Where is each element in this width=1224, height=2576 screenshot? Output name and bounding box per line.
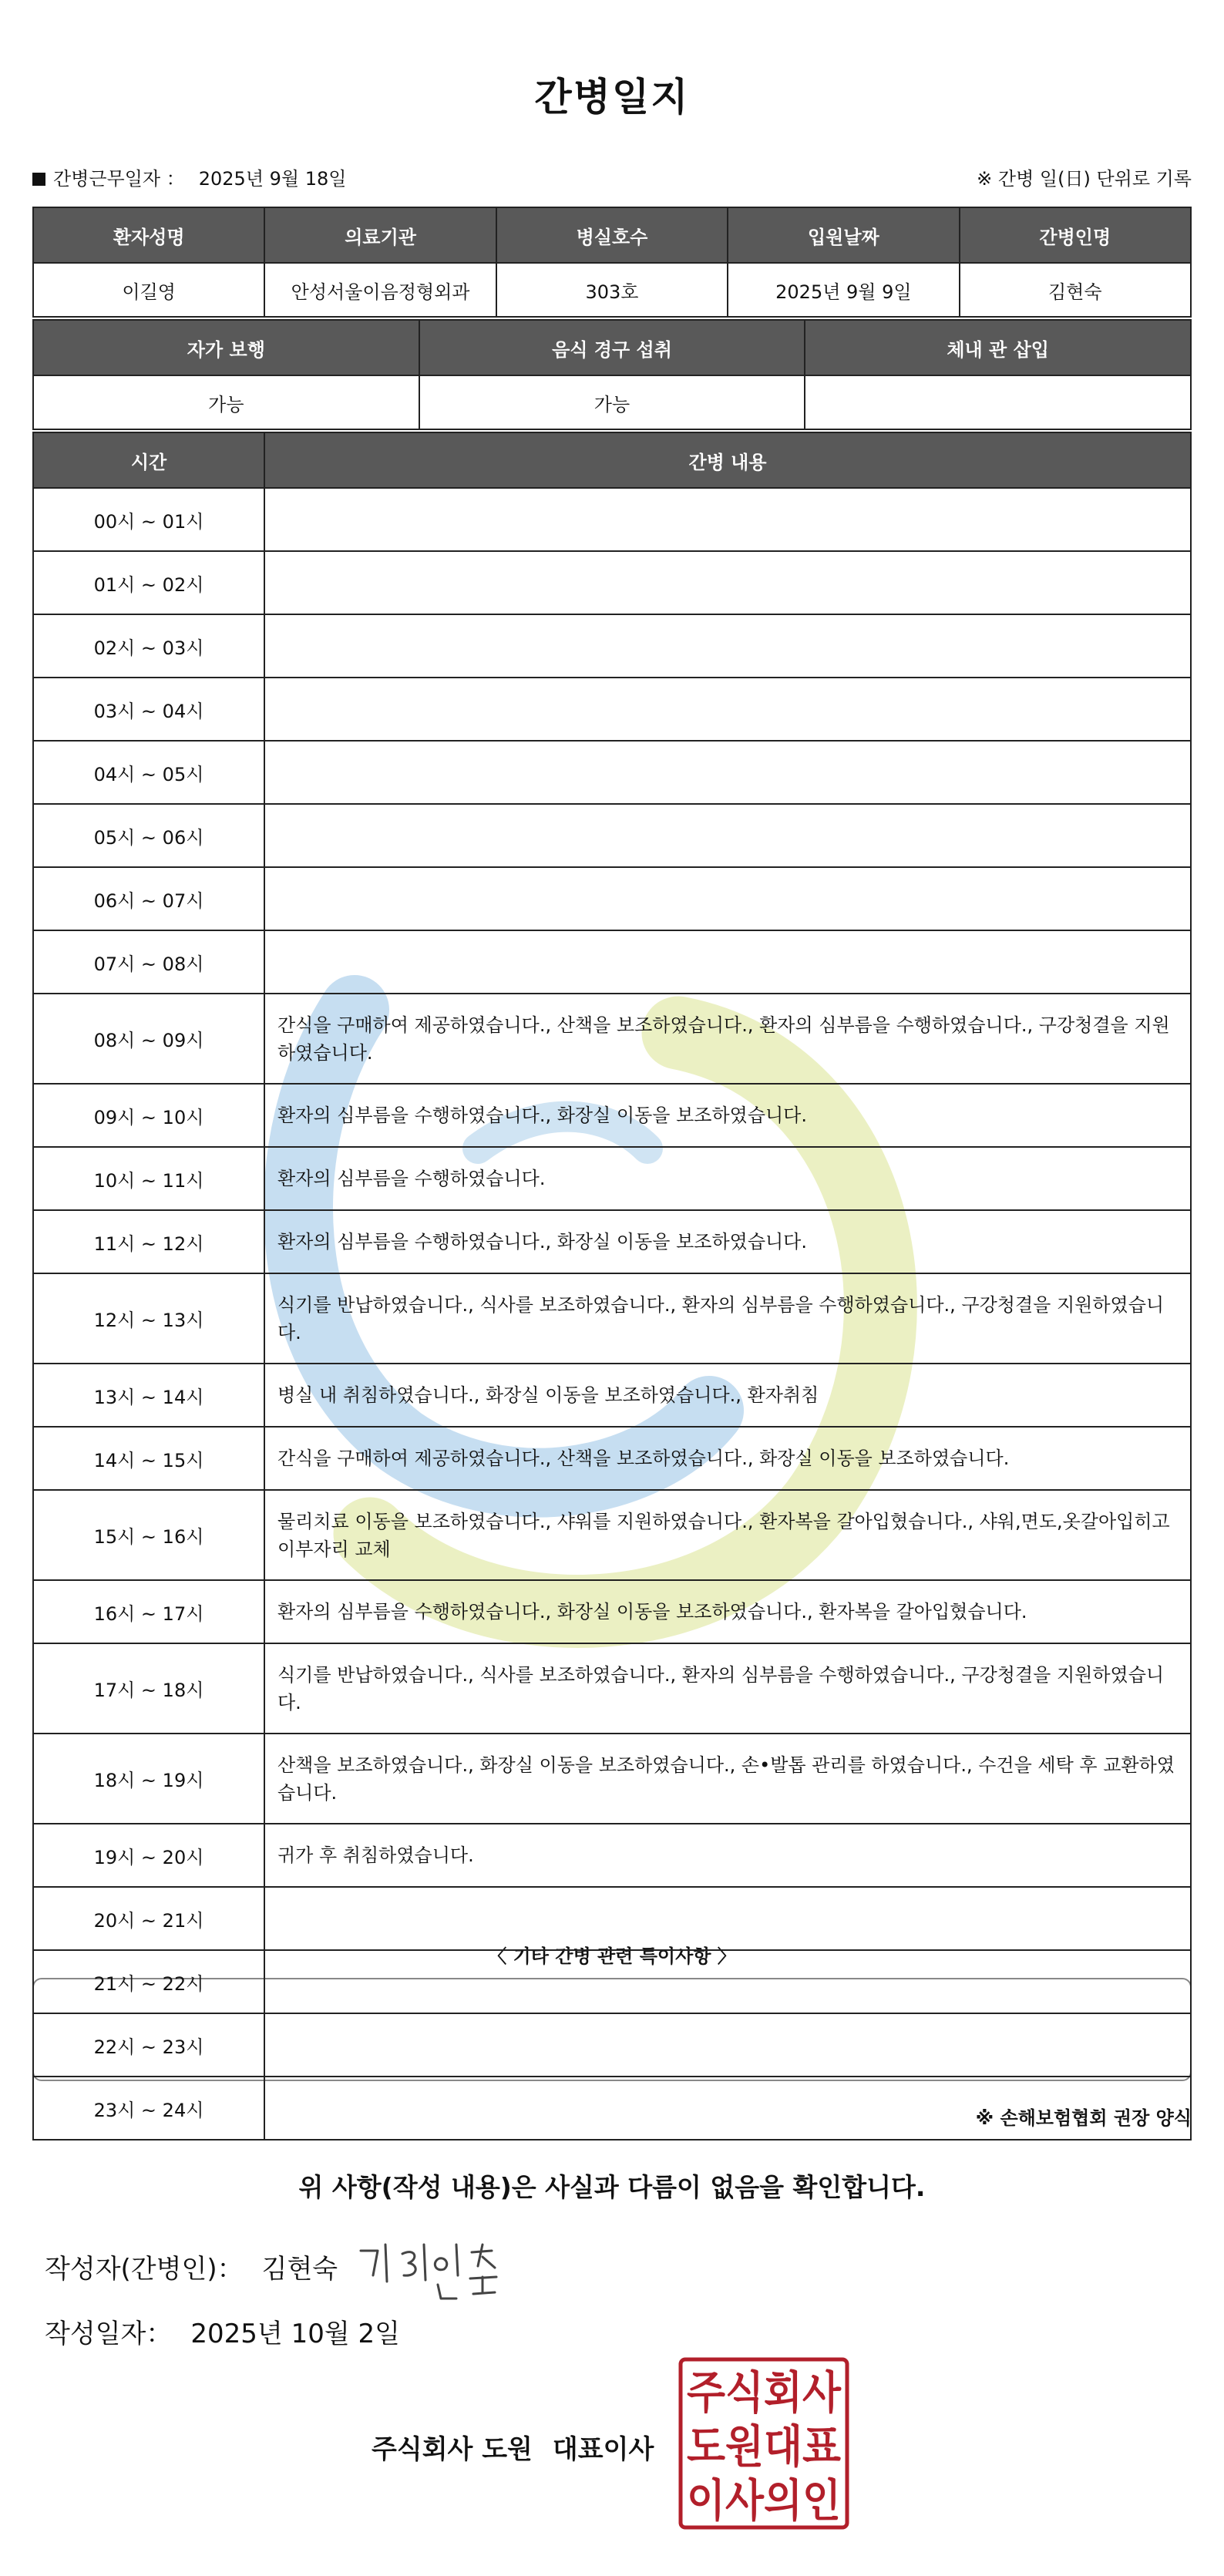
care-content: 귀가 후 취침하였습니다. xyxy=(264,1824,1191,1887)
written-date-value: 2025년 10월 2일 xyxy=(190,2319,400,2349)
care-date-label: 간병근무일자 ： xyxy=(53,168,185,190)
time-slot: 17시 ~ 18시 xyxy=(33,1643,264,1734)
care-content: 환자의 심부름을 수행하였습니다., 화장실 이동을 보조하였습니다., 환자복을 갈아입혔습니다. xyxy=(264,1580,1191,1643)
time-slot: 01시 ~ 02시 xyxy=(33,551,264,614)
table-row xyxy=(33,1490,1191,1580)
ceo-label: 대표이사 xyxy=(552,2434,654,2465)
table-row xyxy=(33,867,1191,930)
table-row xyxy=(33,1210,1191,1273)
patient-name: 이길영 xyxy=(33,263,264,317)
care-content: 간식을 구매하여 제공하였습니다., 산책을 보조하였습니다., 화장실 이동을 보조하였습니다. xyxy=(264,1427,1191,1490)
room: 303호 xyxy=(496,263,728,317)
care-content xyxy=(264,867,1191,930)
time-slot: 18시 ~ 19시 xyxy=(33,1734,264,1824)
header-oral-intake: 음식 경구 섭취 xyxy=(419,320,805,375)
table-row xyxy=(33,1950,1191,2013)
time-slot: 05시 ~ 06시 xyxy=(33,804,264,867)
square-bullet-icon xyxy=(32,173,45,186)
header-admission-date: 입원날짜 xyxy=(728,207,959,263)
writer-line xyxy=(45,2248,338,2285)
care-content: 산책을 보조하였습니다., 화장실 이동을 보조하였습니다., 손•발톱 관리를 하였습니다., 수건을 세탁 후 교환하였습니다. xyxy=(264,1734,1191,1824)
care-content xyxy=(264,1950,1191,2013)
table-row xyxy=(33,1427,1191,1490)
care-content xyxy=(264,930,1191,994)
time-slot: 21시 ~ 22시 xyxy=(33,1950,264,2013)
care-content xyxy=(264,2013,1191,2077)
care-content xyxy=(264,488,1191,551)
oral-intake-status: 가능 xyxy=(419,375,805,429)
care-content xyxy=(264,551,1191,614)
care-content: 환자의 심부름을 수행하였습니다. xyxy=(264,1147,1191,1210)
care-content xyxy=(264,804,1191,867)
header-walking: 자가 보행 xyxy=(33,320,419,375)
time-slot: 16시 ~ 17시 xyxy=(33,1580,264,1643)
table-row xyxy=(33,1147,1191,1210)
table-row xyxy=(33,2013,1191,2077)
time-slot: 10시 ~ 11시 xyxy=(33,1147,264,1210)
time-slot: 03시 ~ 04시 xyxy=(33,678,264,741)
time-slot: 06시 ~ 07시 xyxy=(33,867,264,930)
table-row xyxy=(33,1084,1191,1147)
time-slot: 15시 ~ 16시 xyxy=(33,1490,264,1580)
care-content xyxy=(264,2077,1191,2140)
time-slot: 08시 ~ 09시 xyxy=(33,994,264,1084)
time-slot: 13시 ~ 14시 xyxy=(33,1364,264,1427)
time-slot: 14시 ~ 15시 xyxy=(33,1427,264,1490)
table-row xyxy=(33,1273,1191,1364)
care-date-value: 2025년 9월 18일 xyxy=(198,168,347,190)
time-slot: 23시 ~ 24시 xyxy=(33,2077,264,2140)
written-date-line xyxy=(45,2312,400,2350)
care-content: 식기를 반납하였습니다., 식사를 보조하였습니다., 환자의 심부름을 수행하였습니다., 구강청결을 지원하였습니다. xyxy=(264,1643,1191,1734)
header-room: 병실호수 xyxy=(496,207,728,263)
patient-status-table xyxy=(32,319,1192,430)
header-row xyxy=(33,320,1191,375)
header-row xyxy=(33,432,1191,488)
table-row xyxy=(33,1824,1191,1887)
table-row xyxy=(33,1580,1191,1643)
time-slot: 02시 ~ 03시 xyxy=(33,614,264,678)
care-content xyxy=(264,614,1191,678)
time-slot: 00시 ~ 01시 xyxy=(33,488,264,551)
hospital: 안성서울이음정형외과 xyxy=(264,263,496,317)
handwritten-signature xyxy=(355,2228,509,2312)
table-row xyxy=(33,488,1191,551)
writer-label: 작성자(간병인)： xyxy=(45,2254,244,2285)
care-content: 식기를 반납하였습니다., 식사를 보조하였습니다., 환자의 심부름을 수행하였습니다., 구강청결을 지원하였습니다. xyxy=(264,1273,1191,1364)
svg-text:주식회사: 주식회사 xyxy=(687,2366,842,2419)
value-row xyxy=(33,375,1191,429)
value-row xyxy=(33,263,1191,317)
header-content: 간병 내용 xyxy=(264,432,1191,488)
table-row xyxy=(33,1734,1191,1824)
time-slot: 12시 ~ 13시 xyxy=(33,1273,264,1364)
table-row xyxy=(33,741,1191,804)
table-row xyxy=(33,2077,1191,2140)
header-patient-name: 환자성명 xyxy=(33,207,264,263)
table-row xyxy=(33,551,1191,614)
admission-date: 2025년 9월 9일 xyxy=(728,263,959,317)
care-content xyxy=(264,741,1191,804)
notes-title: 〈 기타 간병 관련 특이사항 〉 xyxy=(488,1945,736,1967)
time-slot: 22시 ~ 23시 xyxy=(33,2013,264,2077)
care-content: 간식을 구매하여 제공하였습니다., 산책을 보조하였습니다., 환자의 심부름을 수행하였습니다., 구강청결을 지원하였습니다. xyxy=(264,994,1191,1084)
care-content: 환자의 심부름을 수행하였습니다., 화장실 이동을 보조하였습니다. xyxy=(264,1210,1191,1273)
care-content xyxy=(264,678,1191,741)
company-line xyxy=(372,2428,654,2466)
header-time: 시간 xyxy=(33,432,264,488)
care-content: 병실 내 취침하였습니다., 화장실 이동을 보조하였습니다., 환자취침 xyxy=(264,1364,1191,1427)
table-row xyxy=(33,930,1191,994)
recommendation-note: ※ 손해보험협회 권장 양식 xyxy=(975,2107,1192,2129)
time-slot: 20시 ~ 21시 xyxy=(33,1887,264,1950)
writer-name: 김현숙 xyxy=(261,2254,338,2285)
walking-status: 가능 xyxy=(33,375,419,429)
table-row xyxy=(33,994,1191,1084)
patient-info-table xyxy=(32,207,1192,318)
header-tube: 체내 관 삽입 xyxy=(805,320,1191,375)
care-log-table xyxy=(32,432,1192,2141)
tube-status xyxy=(805,375,1191,429)
table-row xyxy=(33,1643,1191,1734)
table-row xyxy=(33,1887,1191,1950)
page-title: 간병일지 xyxy=(534,75,690,119)
time-slot: 19시 ~ 20시 xyxy=(33,1824,264,1887)
care-content xyxy=(264,1887,1191,1950)
confirmation-statement: 위 사항(작성 내용)은 사실과 다름이 없음을 확인합니다. xyxy=(298,2172,926,2202)
time-slot: 09시 ~ 10시 xyxy=(33,1084,264,1147)
table-row xyxy=(33,678,1191,741)
svg-text:이사의인: 이사의인 xyxy=(687,2474,841,2527)
time-slot: 04시 ~ 05시 xyxy=(33,741,264,804)
svg-text:도원대표: 도원대표 xyxy=(687,2420,841,2473)
written-date-label: 작성일자： xyxy=(45,2319,173,2349)
table-row xyxy=(33,614,1191,678)
care-content: 물리치료 이동을 보조하였습니다., 샤워를 지원하였습니다., 환자복을 갈아입혔습니다., 샤워,면도,옷갈아입히고 이부자리 교체 xyxy=(264,1490,1191,1580)
header-caregiver: 간병인명 xyxy=(960,207,1191,263)
company-seal-stamp xyxy=(678,2357,849,2530)
table-row xyxy=(33,804,1191,867)
time-slot: 11시 ~ 12시 xyxy=(33,1210,264,1273)
caregiver-name: 김현숙 xyxy=(960,263,1191,317)
table-row xyxy=(33,1364,1191,1427)
time-slot: 07시 ~ 08시 xyxy=(33,930,264,994)
care-content: 환자의 심부름을 수행하였습니다., 화장실 이동을 보조하였습니다. xyxy=(264,1084,1191,1147)
header-hospital: 의료기관 xyxy=(264,207,496,263)
company-name: 주식회사 도원 xyxy=(372,2434,533,2465)
header-row xyxy=(33,207,1191,263)
care-date xyxy=(32,163,346,190)
unit-note: ※ 간병 일(日) 단위로 기록 xyxy=(977,168,1192,190)
